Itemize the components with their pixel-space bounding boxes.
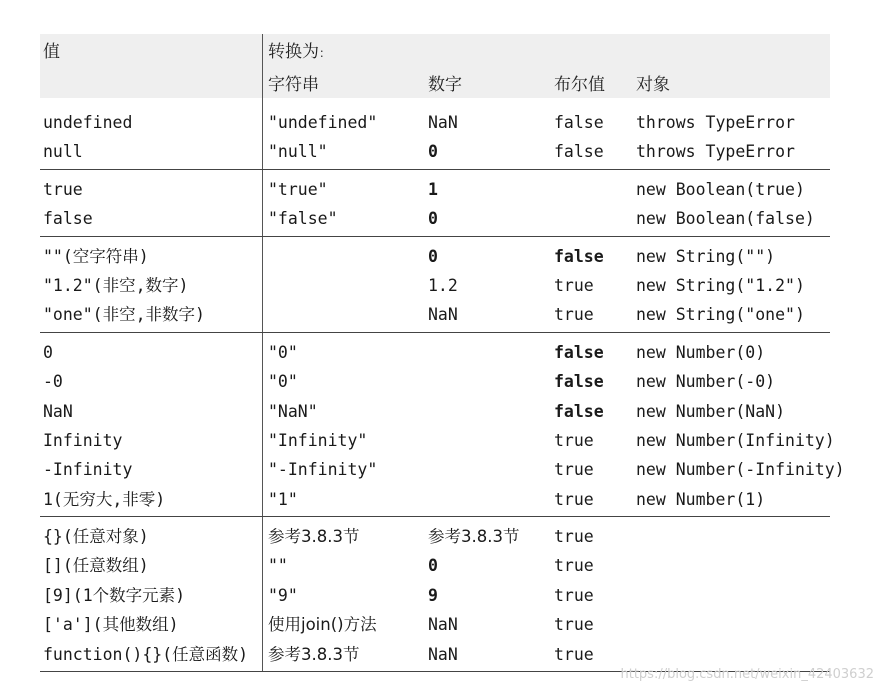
cell-value: -Infinity xyxy=(43,460,133,480)
cell-number: NaN xyxy=(428,615,458,635)
cell-number: 9 xyxy=(428,585,438,605)
cell-number: 0 xyxy=(428,142,438,162)
table-row xyxy=(40,174,830,203)
table-row xyxy=(40,550,830,579)
cell-value: Infinity xyxy=(43,430,123,450)
header-column-number: 数字 xyxy=(428,75,462,95)
cell-value: "one"(非空,非数字) xyxy=(43,305,205,325)
table-row xyxy=(40,270,830,299)
cell-value: {}(任意对象) xyxy=(43,527,149,547)
watermark: https://blog.csdn.net/weixin_42403632 xyxy=(620,667,874,682)
cell-object: new String("") xyxy=(636,246,776,266)
table-row xyxy=(40,366,830,395)
cell-boolean: false xyxy=(554,142,604,162)
cell-string: 参考3.8.3节 xyxy=(268,644,360,664)
row-group xyxy=(40,332,845,516)
cell-boolean: true xyxy=(554,275,594,295)
cell-boolean: false xyxy=(554,342,604,362)
cell-value: false xyxy=(43,209,93,229)
table-row xyxy=(40,639,830,668)
cell-boolean: true xyxy=(554,644,594,664)
cell-string: "true" xyxy=(268,179,328,199)
cell-string: "-Infinity" xyxy=(268,460,378,480)
cell-object: new Boolean(true) xyxy=(636,179,805,199)
cell-value: ""(空字符串) xyxy=(43,246,149,266)
cell-number: NaN xyxy=(428,644,458,664)
table-row xyxy=(40,299,830,328)
table-row xyxy=(40,241,830,270)
cell-boolean: false xyxy=(554,246,604,266)
table-row xyxy=(40,454,845,483)
cell-string: 使用join()方法 xyxy=(268,615,377,635)
table-header xyxy=(40,34,830,98)
cell-string: "Infinity" xyxy=(268,430,368,450)
cell-boolean: true xyxy=(554,305,594,325)
row-group xyxy=(40,169,830,236)
table-row xyxy=(40,484,830,513)
cell-string: "9" xyxy=(268,585,298,605)
table-row xyxy=(40,425,835,454)
cell-string: "false" xyxy=(268,209,338,229)
row-group xyxy=(40,516,830,672)
cell-value: NaN xyxy=(43,401,73,421)
cell-value: ['a'](其他数组) xyxy=(43,615,179,635)
cell-value: function(){}(任意函数) xyxy=(43,644,249,664)
cell-boolean: false xyxy=(554,401,604,421)
cell-object: new String("1.2") xyxy=(636,275,805,295)
cell-string: "undefined" xyxy=(268,113,378,132)
cell-number: 0 xyxy=(428,246,438,266)
cell-value: [](任意数组) xyxy=(43,556,149,576)
column-divider xyxy=(262,34,263,98)
cell-value: true xyxy=(43,179,83,199)
cell-number: 1 xyxy=(428,179,438,199)
table-row xyxy=(40,107,830,136)
cell-number: 参考3.8.3节 xyxy=(428,527,520,547)
cell-object: throws TypeError xyxy=(636,113,795,132)
cell-string: "0" xyxy=(268,342,298,362)
header-column-string: 字符串 xyxy=(268,75,319,95)
cell-value: -0 xyxy=(43,372,63,392)
cell-string: "0" xyxy=(268,372,298,392)
table-body xyxy=(40,98,845,672)
cell-boolean: true xyxy=(554,556,594,576)
cell-object: new Boolean(false) xyxy=(636,209,815,229)
row-group xyxy=(40,236,830,332)
cell-string: "1" xyxy=(268,489,298,509)
header-value-label: 值 xyxy=(43,42,60,62)
row-group xyxy=(40,98,830,169)
table-row xyxy=(40,337,830,366)
cell-value: undefined xyxy=(43,113,133,132)
cell-object: new Number(-Infinity) xyxy=(636,460,845,480)
cell-string: "NaN" xyxy=(268,401,318,421)
cell-number: NaN xyxy=(428,113,458,132)
cell-boolean: true xyxy=(554,527,594,547)
cell-value: 0 xyxy=(43,342,53,362)
cell-object: new String("one") xyxy=(636,305,805,325)
cell-object: new Number(NaN) xyxy=(636,401,786,421)
cell-value: 1(无穷大,非零) xyxy=(43,489,166,509)
header-convert-text: 转换为 xyxy=(268,42,319,62)
table-row xyxy=(40,136,830,165)
cell-object: new Number(-0) xyxy=(636,372,776,392)
cell-string: "null" xyxy=(268,142,328,162)
cell-number: 0 xyxy=(428,556,438,576)
cell-boolean: true xyxy=(554,585,594,605)
cell-boolean: true xyxy=(554,615,594,635)
cell-number: 1.2 xyxy=(428,275,458,295)
cell-string: "" xyxy=(268,556,288,576)
cell-string: 参考3.8.3节 xyxy=(268,527,360,547)
cell-value: "1.2"(非空,数字) xyxy=(43,275,189,295)
cell-number: 0 xyxy=(428,209,438,229)
header-convert-colon: ： xyxy=(319,46,332,60)
table-row xyxy=(40,580,830,609)
cell-value: [9](1个数字元素) xyxy=(43,585,186,605)
header-column-boolean: 布尔值 xyxy=(554,75,605,95)
cell-boolean: true xyxy=(554,460,594,480)
cell-object: new Number(Infinity) xyxy=(636,430,835,450)
table-row xyxy=(40,203,830,232)
header-column-object: 对象 xyxy=(636,75,670,95)
cell-object: new Number(1) xyxy=(636,489,766,509)
cell-boolean: true xyxy=(554,489,594,509)
table-row xyxy=(40,396,830,425)
conversion-table xyxy=(40,34,845,672)
cell-boolean: false xyxy=(554,372,604,392)
cell-number: NaN xyxy=(428,305,458,325)
table-row xyxy=(40,609,830,638)
cell-object: new Number(0) xyxy=(636,342,766,362)
cell-boolean: false xyxy=(554,113,604,132)
cell-value: null xyxy=(43,142,83,162)
cell-object: throws TypeError xyxy=(636,142,795,162)
table-row xyxy=(40,521,830,550)
header-convert-label xyxy=(268,37,331,62)
cell-boolean: true xyxy=(554,430,594,450)
